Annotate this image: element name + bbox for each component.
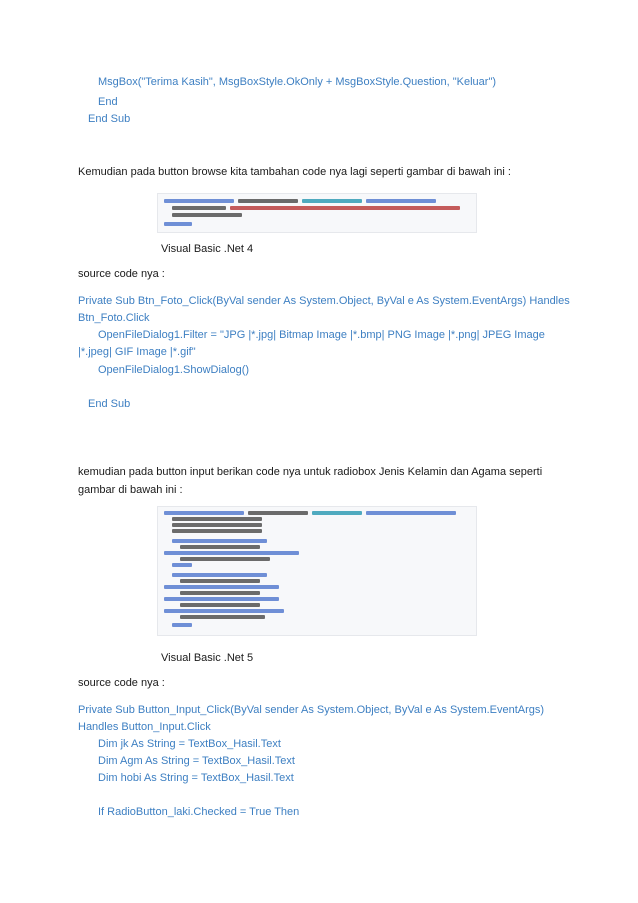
code-line: Handles Button_Input.Click <box>78 721 211 733</box>
code-line: MsgBox("Terima Kasih", MsgBoxStyle.OkOnly + MsgBoxStyle.Question, "Keluar") <box>98 76 497 88</box>
paragraph: gambar di bawah ini : <box>78 484 183 496</box>
code-line: Dim hobi As String = TextBox_Hasil.Text <box>98 772 294 784</box>
code-line: |*.jpeg| GIF Image |*.gif" <box>78 346 196 358</box>
code-line: End <box>98 96 118 108</box>
code-line: If RadioButton_laki.Checked = True Then <box>98 806 300 818</box>
code-line: End Sub <box>88 113 131 125</box>
code-line: OpenFileDialog1.ShowDialog() <box>98 364 250 376</box>
figure-caption: Visual Basic .Net 4 <box>161 243 254 255</box>
code-line: End Sub <box>88 398 131 410</box>
code-line: Private Sub Btn_Foto_Click(ByVal sender As System.Object, ByVal e As System.EventArgs) Handles <box>78 295 570 307</box>
figure-caption: Visual Basic .Net 5 <box>161 652 254 664</box>
paragraph: Kemudian pada button browse kita tambahan code nya lagi seperti gambar di bawah ini : <box>78 166 511 178</box>
code-line: Dim Agm As String = TextBox_Hasil.Text <box>98 755 295 767</box>
paragraph: kemudian pada button input berikan code nya untuk radiobox Jenis Kelamin dan Agama seperti <box>78 466 543 478</box>
code-line: Btn_Foto.Click <box>78 312 150 324</box>
code-screenshot-image <box>157 193 477 233</box>
code-line: Dim jk As String = TextBox_Hasil.Text <box>98 738 281 750</box>
source-label: source code nya : <box>78 677 165 689</box>
code-screenshot-image <box>157 506 477 636</box>
code-line: Private Sub Button_Input_Click(ByVal sender As System.Object, ByVal e As System.EventArgs) <box>78 704 545 716</box>
code-line: OpenFileDialog1.Filter = "JPG |*.jpg| Bitmap Image |*.bmp| PNG Image |*.png| JPEG Image <box>98 329 545 341</box>
source-label: source code nya : <box>78 268 165 280</box>
